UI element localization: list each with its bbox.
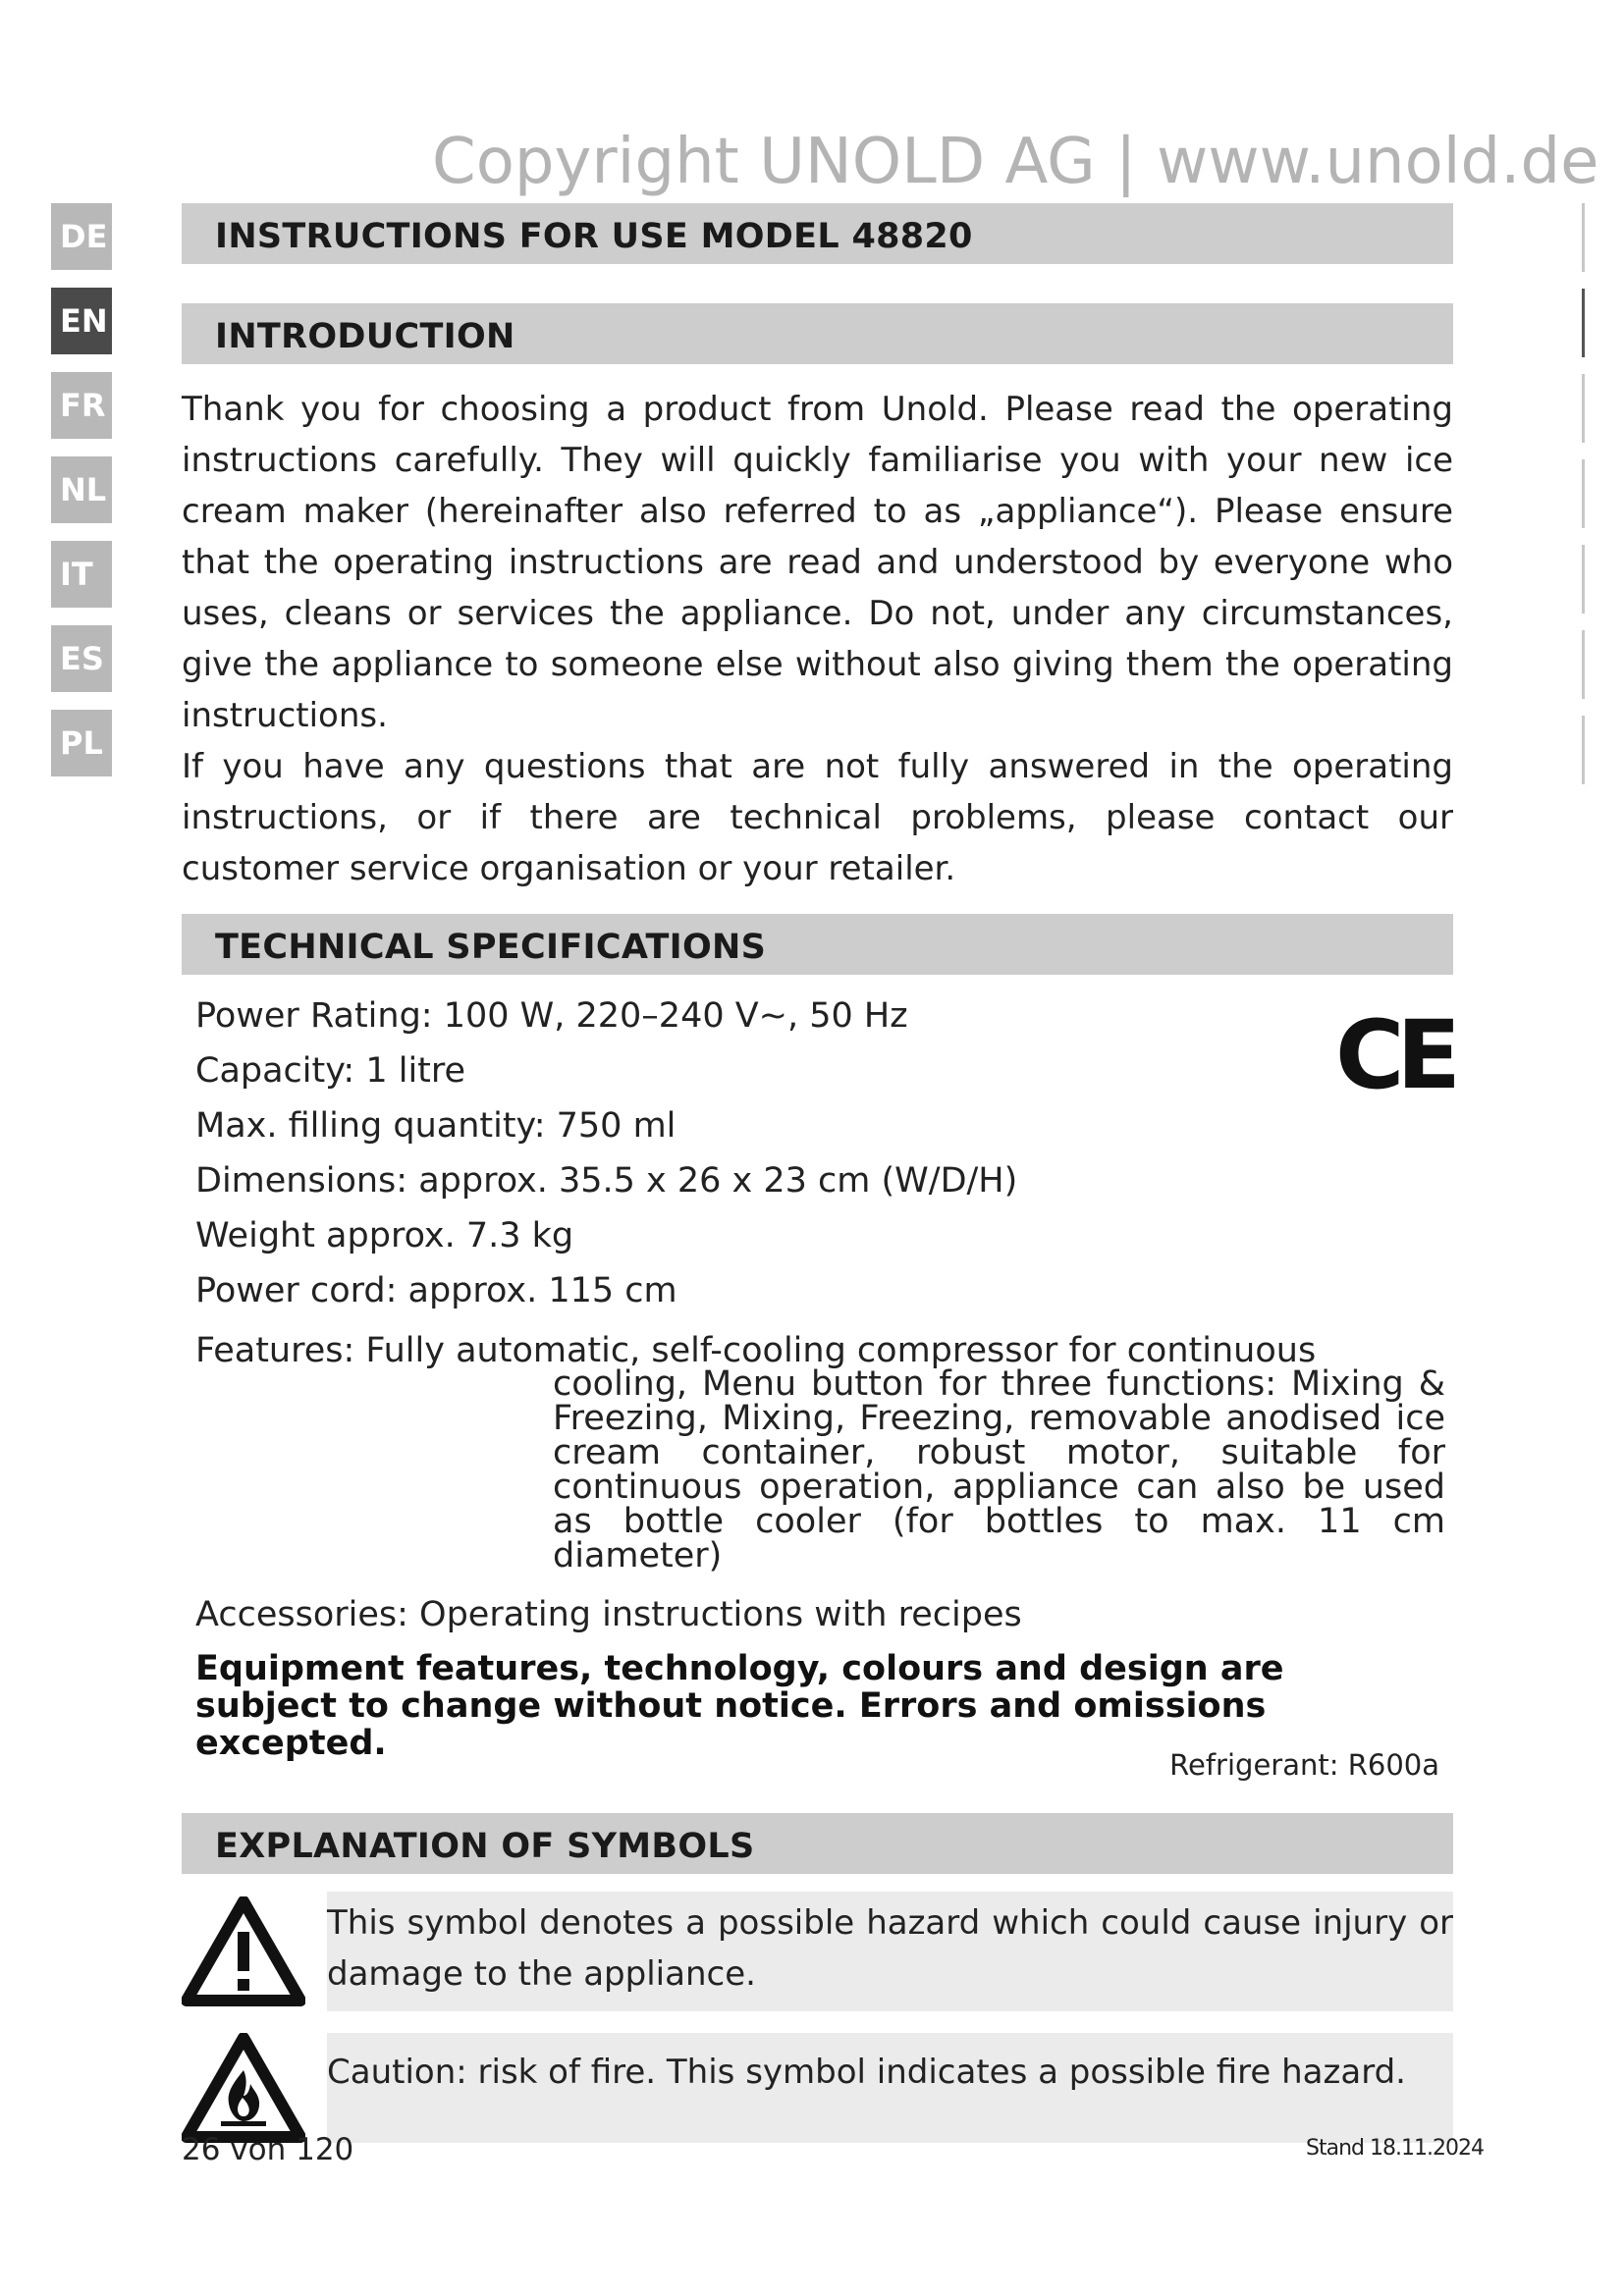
thumb-mark <box>1582 716 1585 784</box>
document-date: Stand 18.11.2024 <box>1306 2136 1484 2161</box>
symbol-row-hazard <box>182 1892 1453 2011</box>
ce-mark-icon: CE <box>1334 1000 1453 1110</box>
language-tabs <box>51 203 112 794</box>
page-title: INSTRUCTIONS FOR USE MODEL 48820 <box>182 203 1453 264</box>
thumb-mark <box>1582 545 1585 614</box>
spec-power: Power Rating: 100 W, 220–240 V~, 50 Hz <box>195 996 908 1036</box>
specifications-list <box>182 996 1453 1634</box>
thumb-mark <box>1582 203 1585 272</box>
spec-features-continued: cooling, Menu button for three functions: Mixing & Freezing, Mixing, Freezing, removable anodised ice cream container, robust motor, suitable for continuous operation, appliance can also be used as bottle cooler (for bottles to max. 11 cm diameter) <box>553 1364 1445 1575</box>
language-tab-pl[interactable]: PL <box>51 710 112 776</box>
spec-weight: Weight approx. 7.3 kg <box>195 1216 574 1255</box>
language-tab-es[interactable]: ES <box>51 625 112 692</box>
warning-triangle-icon <box>182 1892 327 2011</box>
language-tab-fr[interactable]: FR <box>51 372 112 439</box>
spec-dimensions: Dimensions: approx. 35.5 x 26 x 23 cm (W/D/H) <box>195 1161 1018 1201</box>
copyright-watermark: Copyright UNOLD AG | www.unold.de <box>432 126 1599 198</box>
spec-power-cord: Power cord: approx. 115 cm <box>195 1271 677 1310</box>
symbol-hazard-description: This symbol denotes a possible hazard which could cause injury or damage to the appliance. <box>327 1892 1453 2011</box>
symbol-fire-description: Caution: risk of fire. This symbol indicates a possible fire hazard. <box>327 2033 1453 2143</box>
introduction-heading: INTRODUCTION <box>182 303 1453 364</box>
technical-specifications-heading: TECHNICAL SPECIFICATIONS <box>182 914 1453 975</box>
explanation-of-symbols-heading: EXPLANATION OF SYMBOLS <box>182 1813 1453 1874</box>
thumb-mark-active <box>1582 289 1585 357</box>
spec-max-filling: Max. filling quantity: 750 ml <box>195 1106 677 1146</box>
spec-features: Features: Fully automatic, self-cooling compressor for continuous <box>195 1331 1317 1370</box>
change-notice: Equipment features, technology, colours and design are subject to change without notice. Errors and omissions excepted. <box>195 1649 1284 1763</box>
thumb-mark <box>1582 374 1585 443</box>
symbol-row-fire <box>182 2033 1453 2143</box>
fire-hazard-icon <box>182 2033 327 2143</box>
thumb-mark <box>1582 459 1585 528</box>
thumb-index-marks <box>1582 203 1585 801</box>
language-tab-it[interactable]: IT <box>51 541 112 608</box>
introduction-paragraph-1: Thank you for choosing a product from Unold. Please read the operating instructions carefully. They will quickly familiarise you with your new ice cream maker (hereinafter also referred to as „appliance“). Please ensure that the operating instructions are read and understood by everyone who uses, cleans or services the appliance. Do not, under any circumstances, give the appliance to someone else without also giving them the operating instructions. <box>182 390 1453 735</box>
language-tab-de[interactable]: DE <box>51 203 112 270</box>
language-tab-en[interactable]: EN <box>51 288 112 354</box>
refrigerant-label: Refrigerant: R600a <box>1169 1748 1439 1782</box>
page-content <box>182 203 1453 2143</box>
language-tab-nl[interactable]: NL <box>51 456 112 523</box>
page-number: 26 von 120 <box>182 2132 354 2167</box>
spec-capacity: Capacity: 1 litre <box>195 1051 466 1091</box>
thumb-mark <box>1582 630 1585 699</box>
introduction-paragraph-2: If you have any questions that are not fully answered in the operating instructions, or if there are technical problems, please contact our customer service organisation or your retailer. <box>182 747 1453 888</box>
spec-accessories: Accessories: Operating instructions with recipes <box>195 1595 1022 1634</box>
